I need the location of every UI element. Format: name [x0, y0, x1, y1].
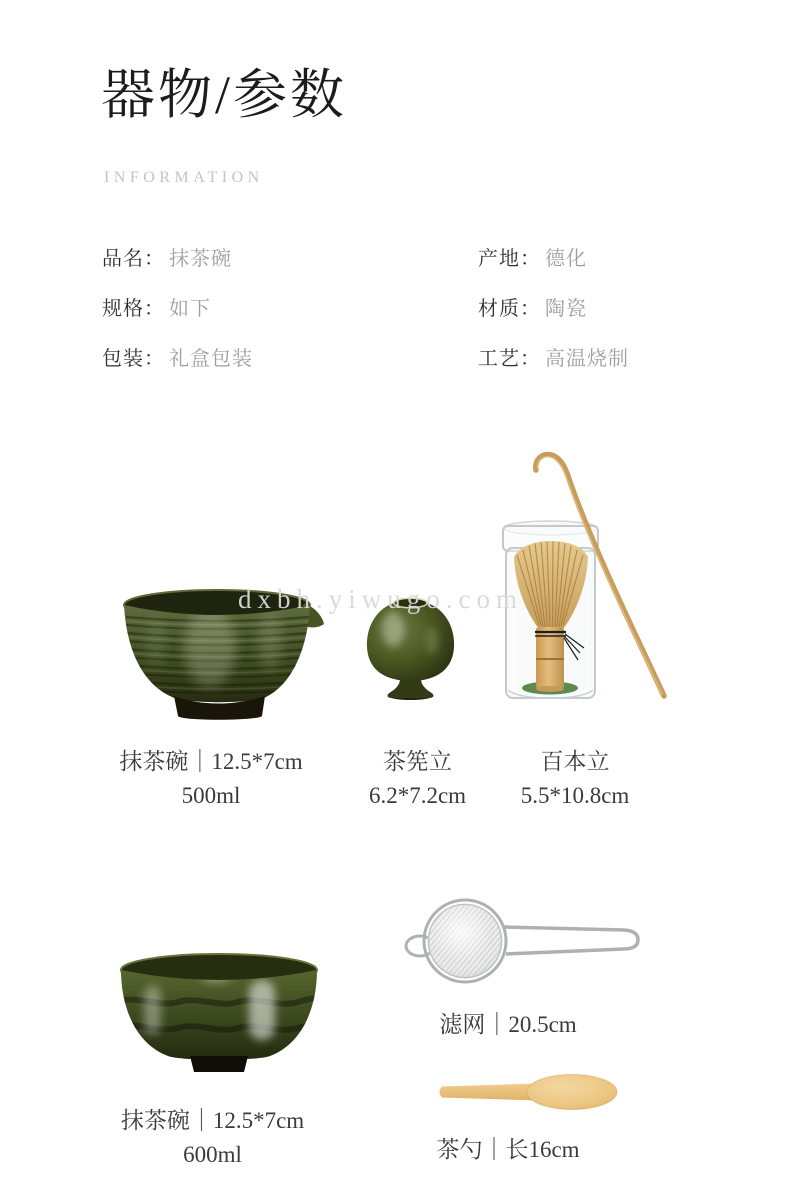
spec-label-chandi: 产地： [478, 248, 541, 270]
watermark-text: dxbh.yiwugo.com [238, 584, 523, 614]
spec-row-caizhi [478, 297, 587, 321]
caption-bowl-500 [95, 745, 327, 813]
caption-bowl-500-line2: 500ml [181, 783, 241, 808]
caption-strainer-line: 滤网｜20.5cm [439, 1012, 577, 1037]
page-subtitle: INFORMATION [104, 169, 264, 186]
caption-stand-line2: 6.2*7.2cm [368, 783, 467, 808]
caption-spoon [396, 1133, 620, 1167]
spec-value-caizhi: 陶瓷 [545, 298, 587, 320]
caption-whisk-line1: 百本立 [540, 749, 610, 774]
spec-label-caizhi: 材质： [478, 298, 541, 320]
spec-label-pinming: 品名： [102, 248, 165, 270]
spec-label-gongyi: 工艺： [478, 348, 541, 370]
caption-strainer [396, 1008, 620, 1042]
caption-bowl-600-line1: 抹茶碗｜12.5*7cm [120, 1108, 305, 1133]
caption-whisk [480, 745, 670, 813]
spec-row-pinming [102, 247, 232, 271]
caption-bowl-600-line2: 600ml [183, 1142, 242, 1167]
strainer-image [402, 898, 648, 984]
caption-bowl-500-line1: 抹茶碗｜12.5*7cm [119, 749, 303, 774]
caption-stand [330, 745, 505, 813]
page-title: 器物/参数 [101, 65, 348, 125]
spec-label-guige: 规格： [102, 298, 165, 320]
spec-row-chandi [478, 247, 587, 271]
caption-bowl-600 [95, 1104, 330, 1172]
spec-value-baozhuang: 礼盒包装 [169, 348, 253, 370]
spec-label-baozhuang: 包装： [102, 348, 165, 370]
spec-row-baozhuang [102, 347, 253, 371]
caption-stand-line1: 茶筅立 [383, 749, 452, 774]
spec-row-gongyi [478, 347, 629, 371]
spec-value-guige: 如下 [169, 298, 211, 320]
caption-spoon-line: 茶勺｜长16cm [436, 1137, 580, 1162]
spec-value-pinming: 抹茶碗 [169, 248, 232, 270]
spec-row-guige [102, 297, 211, 321]
matcha-bowl-600ml-image [116, 950, 322, 1078]
caption-whisk-line2: 5.5*10.8cm [520, 783, 630, 808]
tea-spoon-image [436, 1072, 618, 1114]
spec-value-gongyi: 高温烧制 [545, 348, 629, 370]
whisk-set-image [500, 445, 672, 710]
spec-value-chandi: 德化 [545, 248, 587, 270]
